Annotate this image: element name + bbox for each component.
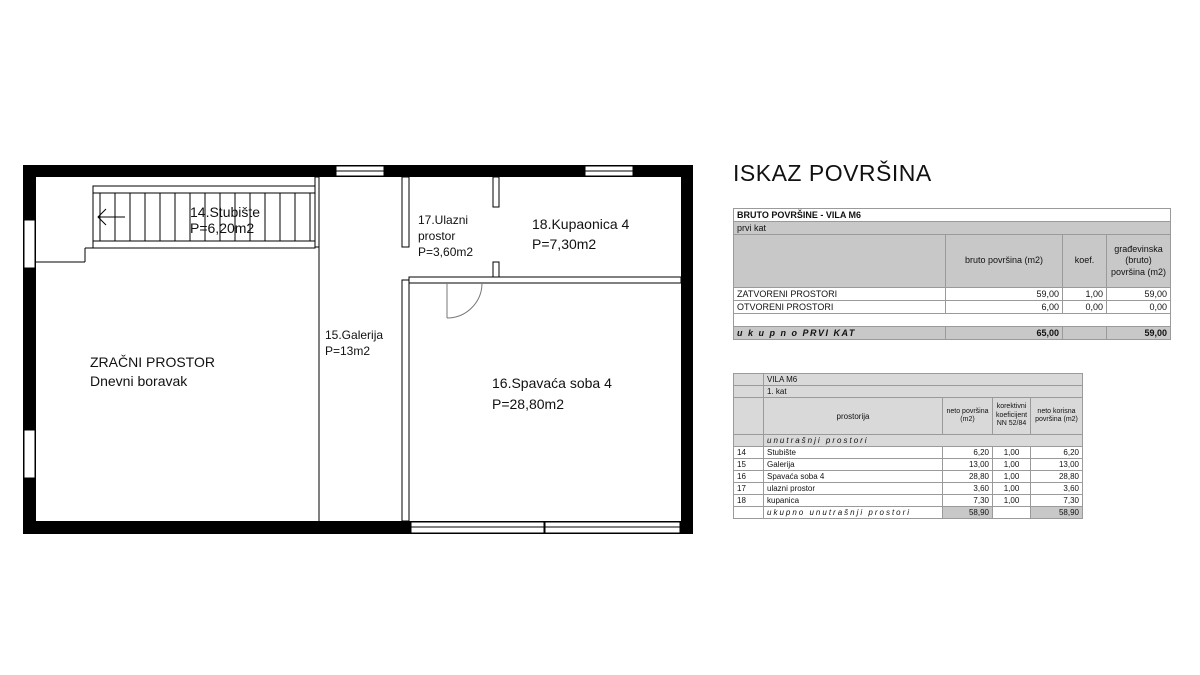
wall-bath-bottom	[409, 277, 681, 283]
neto-row: 17 ulazni prostor 3,60 1,00 3,60	[734, 483, 1083, 495]
neto-row: 16 Spavaća soba 4 28,80 1,00 28,80	[734, 471, 1083, 483]
room-14-name: 14.Stubište	[190, 204, 261, 220]
bruto-area-table	[733, 208, 1171, 340]
wall-right	[681, 165, 693, 534]
bruto-col-bruto: bruto površina (m2)	[946, 235, 1063, 288]
air-space-name: ZRAČNI PROSTOR	[90, 354, 215, 370]
room-15-area: P=13m2	[325, 344, 371, 358]
neto-section: unutrašnji prostori	[764, 435, 1083, 447]
neto-col-neto: neto površina (m2)	[943, 398, 993, 435]
wall-entry-left	[402, 177, 409, 247]
room-18-name: 18.Kupaonica 4	[532, 216, 630, 232]
room-14-area: P=6,20m2	[190, 220, 255, 236]
neto-row: 15 Galerija 13,00 1,00 13,00	[734, 459, 1083, 471]
wall-entry-right	[493, 177, 499, 207]
window-left-2	[24, 430, 35, 478]
wall-galerija-left	[315, 177, 319, 247]
bruto-floor: prvi kat	[734, 222, 1171, 235]
room-16-area: P=28,80m2	[492, 396, 564, 412]
bruto-total-row: u k u p n o PRVI KAT 65,00 59,00	[734, 327, 1171, 340]
room-18-area: P=7,30m2	[532, 236, 597, 252]
bruto-col-koef: koef.	[1063, 235, 1107, 288]
bruto-col-grad: građevinska (bruto) površina (m2)	[1107, 235, 1171, 288]
room-17-area: P=3,60m2	[418, 245, 474, 259]
neto-col-koef: korektivni koeficijent NN 52/84	[993, 398, 1031, 435]
door-swing	[447, 283, 482, 318]
room-16-name: 16.Spavaća soba 4	[492, 375, 612, 391]
bruto-row: OTVORENI PROSTORI 6,00 0,00 0,00	[734, 301, 1171, 314]
neto-floor: 1. kat	[764, 386, 1083, 398]
neto-total-row: ukupno unutrašnji prostori 58,90 58,90	[734, 507, 1083, 519]
neto-area-table	[733, 373, 1083, 519]
summary-title: ISKAZ POVRŠINA	[733, 160, 932, 186]
neto-row: 14 Stubište 6,20 1,00 6,20	[734, 447, 1083, 459]
air-space-sub: Dnevni boravak	[90, 373, 188, 389]
neto-col-korisna: neto korisna površina (m2)	[1031, 398, 1083, 435]
bruto-row: ZATVORENI PROSTORI 59,00 1,00 59,00	[734, 288, 1171, 301]
neto-row: 18 kupanica 7,30 1,00 7,30	[734, 495, 1083, 507]
bruto-header-blank	[734, 235, 946, 288]
window-left-1	[24, 220, 35, 268]
wall-galerija-right	[402, 280, 409, 521]
room-17-name-2: prostor	[418, 229, 456, 243]
bruto-heading: BRUTO POVRŠINE - VILA M6	[734, 209, 1171, 222]
room-17-name: 17.Ulazni	[418, 213, 469, 227]
staircase	[36, 186, 315, 262]
room-15-name: 15.Galerija	[325, 328, 384, 342]
neto-col-prostorija: prostorija	[764, 398, 943, 435]
neto-villa: VILA M6	[764, 374, 1083, 386]
